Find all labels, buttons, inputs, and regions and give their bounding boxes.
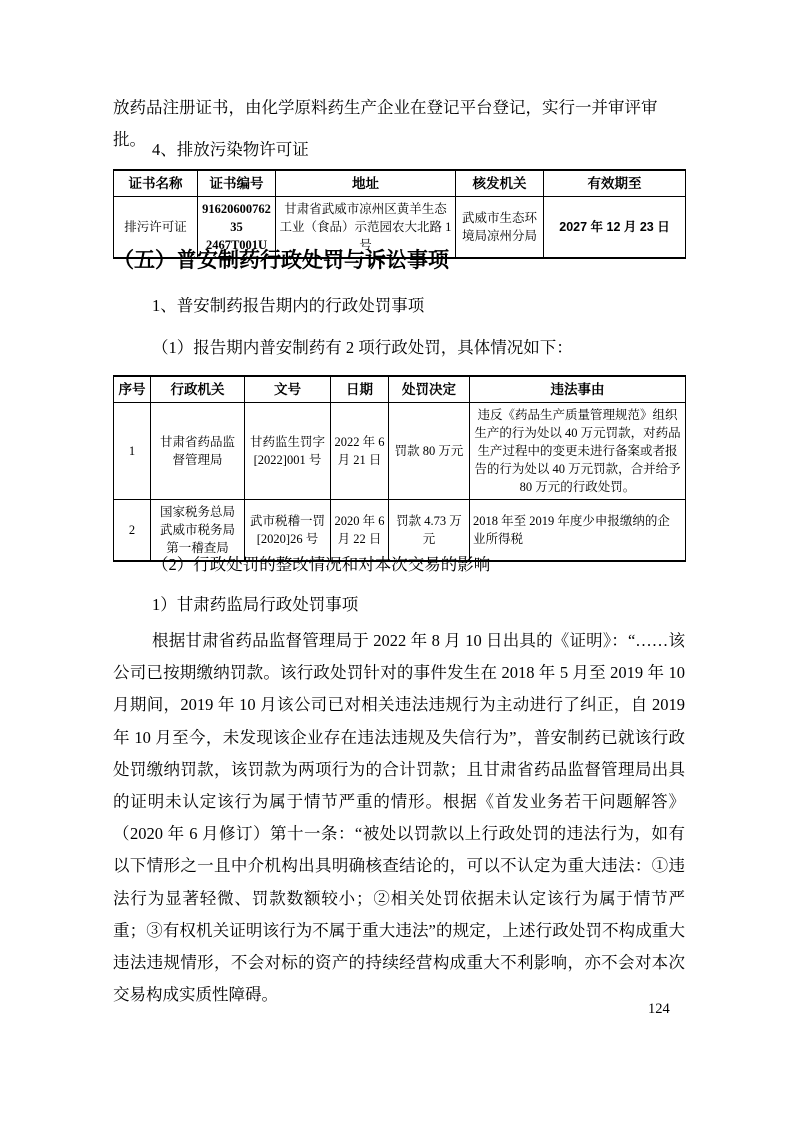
col-header-no: 序号: [114, 376, 151, 403]
col-header-cert-name: 证书名称: [114, 170, 198, 197]
col-header-decision: 处罚决定: [389, 376, 470, 403]
cert-number-cell: 9162060076235 2467T001U: [198, 197, 276, 259]
col-header-validity: 有效期至: [544, 170, 686, 197]
penalty-row-1: [114, 403, 686, 500]
col-header-authority: 核发机关: [456, 170, 544, 197]
col-header-agency: 行政机关: [151, 376, 245, 403]
cert-validity-cell: 2027 年 12 月 23 日: [544, 197, 686, 259]
penalty-2-reason: 2018 年至 2019 年度少申报缴纳的企业所得税: [470, 500, 686, 562]
page-number: 124: [648, 1001, 670, 1017]
cert-authority-cell: 武威市生态环境局凉州分局: [456, 197, 544, 259]
penalty-1-agency: 甘肃省药品监督管理局: [151, 403, 245, 500]
section-title-penalties: （五）普安制药行政处罚与诉讼事项: [113, 249, 449, 272]
penalty-2-no: 2: [114, 500, 151, 562]
heading-penalty-items: 1、普安制药报告期内的行政处罚事项: [152, 296, 425, 315]
heading-pollution-permit: 4、排放污染物许可证: [152, 140, 309, 159]
penalty-1-reason: 违反《药品生产质量管理规范》组织生产的行为处以 40 万元罚款，对药品生产过程中的变更未进行备案或者报告的行为处以 40 万元罚款，合并给予 80 万元的行政处罚。: [470, 403, 686, 500]
penalty-1-date: 2022 年 6 月 21 日: [331, 403, 389, 500]
col-header-doc-no: 文号: [245, 376, 331, 403]
cert-name-cell: 排污许可证: [114, 197, 198, 259]
heading-rectification: （2）行政处罚的整改情况和对本次交易的影响: [152, 555, 491, 574]
penalty-2-date: 2020 年 6 月 22 日: [331, 500, 389, 562]
penalty-table-header-row: [114, 376, 686, 403]
intro-paragraph: 放药品注册证书，由化学原料药生产企业在登记平台登记，实行一并审评审批。: [113, 98, 658, 149]
rectification-paragraph: 根据甘肃省药品监督管理局于 2022 年 8 月 10 日出具的《证明》：“……该公司已按期缴纳罚款。该行政处罚针对的事件发生在 2018 年 5 月至 2019 年 10 月期间，2019 年 10 月该公司已对相关违法违规行为主动进行了纠正，自 2019 年 10 月至今，未发现该企业存在违法违规及失信行为”，普安制药已就该行政处罚缴纳罚款，该罚款为两项行为的合计罚款；且甘肃省药品监督管理局出具的证明未认定该行为属于情节严重的情形。根据《首发业务若干问题解答》（2020 年 6 月修订）第十一条：“被处以罚款以上行政处罚的违法行为，如有以下情形之一且中介机构出具明确核查结论的，可以不认定为重大违法：①违法行为显著轻微、罚款数额较小；②相关处罚依据未认定该行为属于情节严重；③有权机关证明该行为不属于重大违法”的规定，上述行政处罚不构成重大违法违规情形，不会对标的资产的持续经营构成重大不利影响，亦不会对本次交易构成实质性障碍。: [113, 631, 685, 1005]
permit-table-header-row: [114, 170, 686, 197]
col-header-reason: 违法事由: [470, 376, 686, 403]
penalty-1-no: 1: [114, 403, 151, 500]
col-header-address: 地址: [276, 170, 456, 197]
penalty-table: [113, 375, 686, 562]
penalty-1-doc-no: 甘药监生罚字[2022]001 号: [245, 403, 331, 500]
penalty-1-decision: 罚款 80 万元: [389, 403, 470, 500]
penalty-2-doc-no: 武市税稽一罚[2020]26 号: [245, 500, 331, 562]
cert-address-cell: 甘肃省武威市凉州区黄羊生态工业（食品）示范园农大北路 1 号: [276, 197, 456, 259]
col-header-cert-number: 证书编号: [198, 170, 276, 197]
penalty-2-agency: 国家税务总局武威市税务局第一稽查局: [151, 500, 245, 562]
penalty-2-decision: 罚款 4.73 万元: [389, 500, 470, 562]
heading-penalty-list-intro: （1）报告期内普安制药有 2 项行政处罚，具体情况如下：: [152, 338, 573, 357]
heading-gansu-nmpa-penalty: 1）甘肃药监局行政处罚事项: [152, 595, 359, 614]
col-header-date: 日期: [331, 376, 389, 403]
